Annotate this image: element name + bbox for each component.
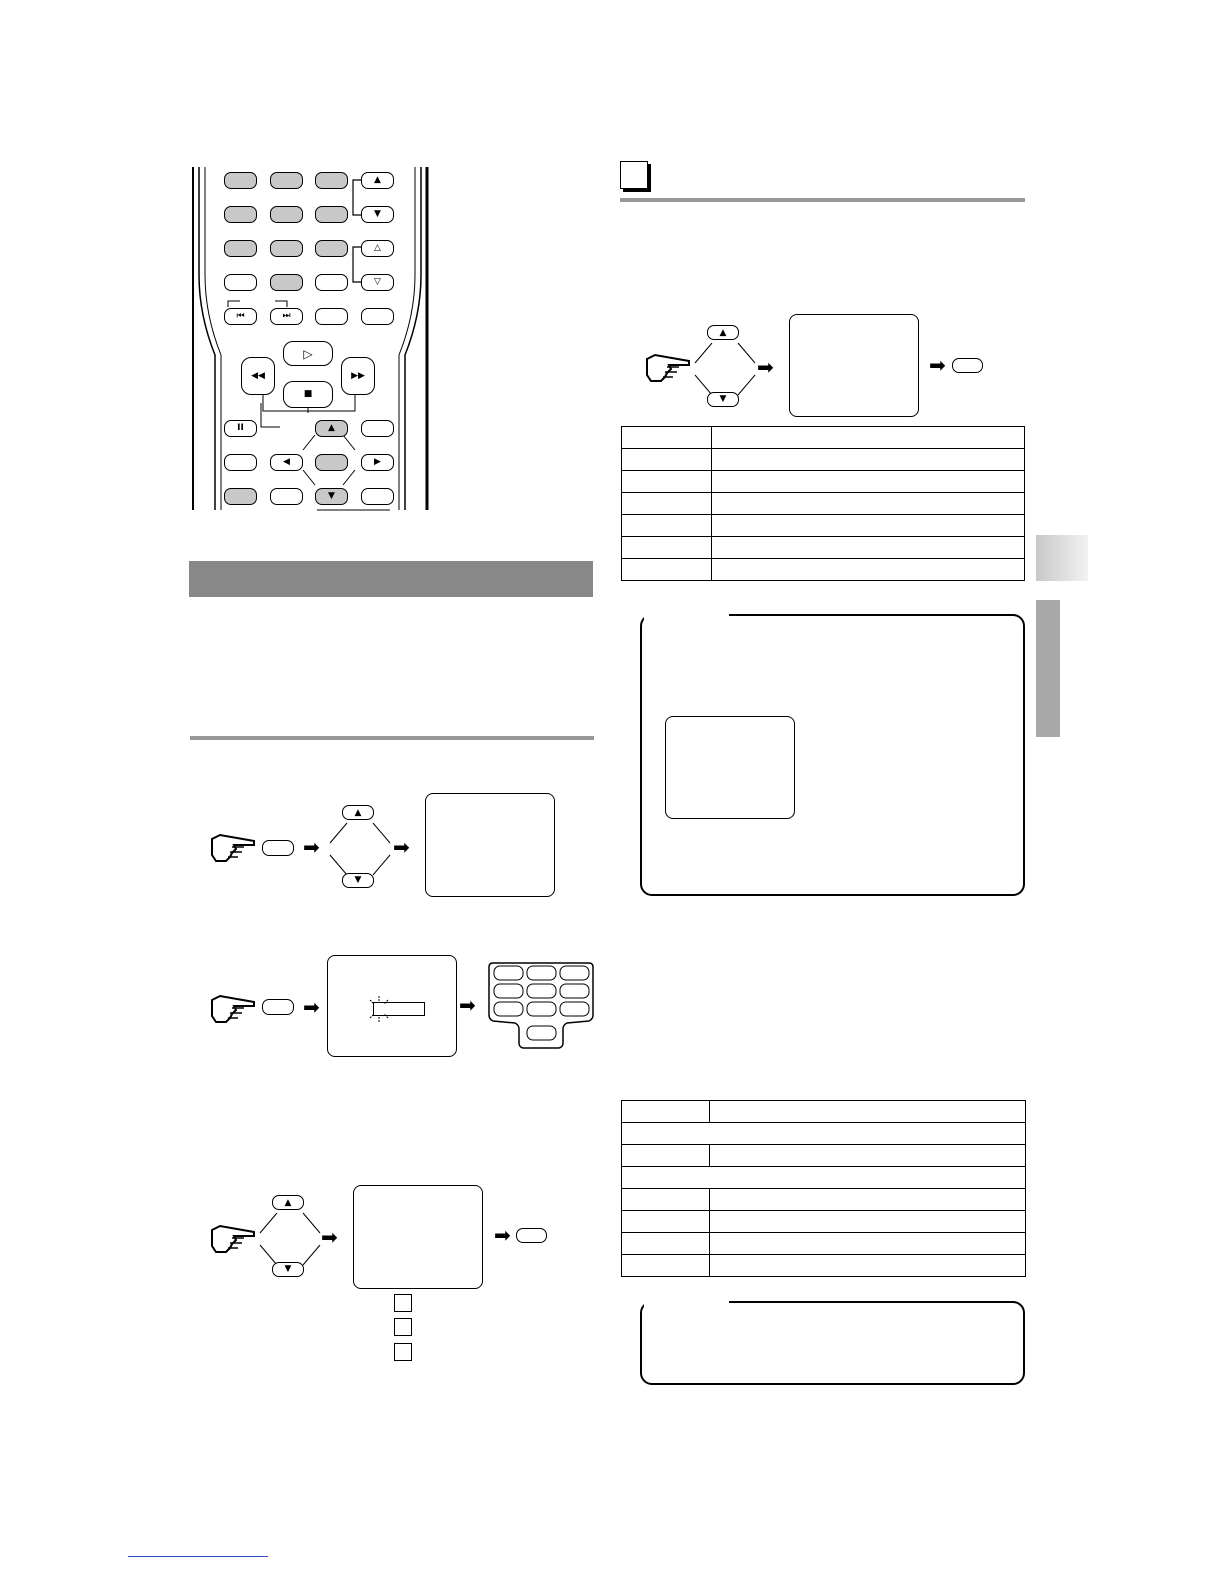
right-arrow-icon: ➡ bbox=[321, 1225, 338, 1249]
table-row bbox=[622, 449, 1025, 471]
fast-forward-button[interactable] bbox=[341, 357, 375, 395]
number-keypad-icon bbox=[487, 961, 595, 1050]
rewind-button[interactable] bbox=[241, 357, 275, 395]
play-icon: ▷ bbox=[303, 347, 313, 361]
remote-button[interactable] bbox=[270, 274, 303, 291]
remote-button[interactable] bbox=[224, 274, 257, 291]
right-arrow-icon: ➡ bbox=[303, 995, 320, 1019]
up-button[interactable] bbox=[315, 420, 348, 437]
volume-down-button[interactable] bbox=[361, 274, 394, 291]
table-row bbox=[622, 1211, 1026, 1233]
table-row bbox=[622, 1123, 1026, 1145]
remote-button[interactable] bbox=[361, 488, 394, 505]
remote-button[interactable] bbox=[315, 206, 348, 223]
remote-button[interactable] bbox=[361, 420, 394, 437]
step-indicator-box bbox=[394, 1294, 412, 1312]
volume-up-button[interactable] bbox=[361, 240, 394, 257]
enter-button[interactable] bbox=[516, 1228, 547, 1243]
remote-button[interactable] bbox=[224, 454, 257, 471]
remote-button[interactable] bbox=[270, 240, 303, 257]
right-arrow-icon: ➡ bbox=[494, 1223, 511, 1247]
remote-control-illustration bbox=[185, 165, 435, 515]
stop-icon: ■ bbox=[303, 389, 313, 399]
down-arrow-icon: ▽ bbox=[374, 277, 381, 287]
side-tab-dark bbox=[1036, 600, 1060, 737]
remote-button[interactable] bbox=[270, 172, 303, 189]
pointing-hand-icon bbox=[210, 833, 256, 863]
fast-forward-icon: ▶▶ bbox=[351, 371, 365, 381]
right-arrow-icon: ▶ bbox=[374, 457, 381, 467]
up-button[interactable] bbox=[707, 325, 739, 340]
up-arrow-icon: △ bbox=[374, 243, 381, 253]
up-button[interactable] bbox=[342, 805, 374, 820]
note-box bbox=[640, 1301, 1025, 1385]
channel-down-button[interactable] bbox=[361, 206, 394, 223]
section-divider bbox=[190, 736, 594, 740]
note-label-tab bbox=[644, 1301, 729, 1307]
down-button[interactable] bbox=[707, 392, 739, 407]
down-arrow-icon: ▼ bbox=[374, 209, 381, 219]
right-arrow-icon: ➡ bbox=[393, 835, 410, 859]
note-box bbox=[640, 614, 1025, 896]
settings-table bbox=[621, 426, 1025, 581]
right-button[interactable] bbox=[361, 454, 394, 471]
remote-button[interactable] bbox=[315, 240, 348, 257]
remote-button[interactable] bbox=[224, 240, 257, 257]
left-arrow-icon: ◀ bbox=[283, 457, 290, 467]
setup-button[interactable] bbox=[262, 999, 294, 1015]
table-row bbox=[622, 427, 1025, 449]
remote-button[interactable] bbox=[315, 172, 348, 189]
up-button[interactable] bbox=[272, 1195, 304, 1210]
table-row bbox=[622, 1167, 1026, 1189]
remote-button[interactable] bbox=[315, 274, 348, 291]
down-arrow-icon: ▼ bbox=[284, 1264, 292, 1274]
note-label-tab bbox=[644, 614, 729, 620]
skip-back-icon: ⏮ bbox=[236, 311, 245, 321]
enter-button[interactable] bbox=[315, 454, 348, 471]
table-row bbox=[622, 493, 1025, 515]
up-arrow-icon: ▲ bbox=[328, 423, 335, 433]
pointing-hand-icon bbox=[645, 353, 691, 383]
right-arrow-icon: ➡ bbox=[459, 993, 476, 1017]
pointing-hand-icon bbox=[210, 994, 256, 1024]
table-row bbox=[622, 1233, 1026, 1255]
right-arrow-icon: ➡ bbox=[303, 835, 320, 859]
remote-button[interactable] bbox=[224, 172, 257, 189]
setup-button[interactable] bbox=[262, 840, 294, 856]
remote-button[interactable] bbox=[224, 488, 257, 505]
down-arrow-icon: ▼ bbox=[719, 394, 727, 404]
remote-button[interactable] bbox=[270, 488, 303, 505]
table-row bbox=[622, 537, 1025, 559]
rewind-icon: ◀◀ bbox=[251, 371, 265, 381]
up-arrow-icon: ▲ bbox=[374, 175, 381, 185]
table-row bbox=[622, 1101, 1026, 1123]
tv-screen bbox=[327, 955, 457, 1057]
enter-button[interactable] bbox=[952, 358, 983, 373]
channel-up-button[interactable] bbox=[361, 172, 394, 189]
pause-icon: II bbox=[237, 423, 244, 433]
tv-screen bbox=[353, 1185, 483, 1289]
pointing-hand-icon bbox=[210, 1224, 256, 1254]
step-indicator-box bbox=[394, 1343, 412, 1361]
down-arrow-icon: ▼ bbox=[328, 491, 335, 501]
heading-square-icon bbox=[620, 161, 648, 189]
table-row bbox=[622, 1255, 1026, 1277]
stop-button[interactable] bbox=[283, 381, 333, 408]
right-arrow-icon: ➡ bbox=[929, 353, 946, 377]
up-arrow-icon: ▲ bbox=[719, 328, 727, 338]
section-heading-bar bbox=[189, 561, 593, 597]
step-indicator-box bbox=[394, 1318, 412, 1336]
heading-rule bbox=[620, 198, 1025, 202]
tv-screen bbox=[425, 793, 555, 897]
table-row bbox=[622, 1145, 1026, 1167]
down-button[interactable] bbox=[315, 488, 348, 505]
table-row bbox=[622, 559, 1025, 581]
pause-button[interactable] bbox=[224, 420, 257, 437]
table-row bbox=[622, 515, 1025, 537]
footer-link-underline bbox=[128, 1556, 268, 1557]
up-arrow-icon: ▲ bbox=[354, 808, 362, 818]
remote-button[interactable] bbox=[315, 308, 348, 325]
left-button[interactable] bbox=[270, 454, 303, 471]
skip-forward-icon: ⏭ bbox=[282, 311, 291, 321]
down-arrow-icon: ▼ bbox=[354, 875, 362, 885]
skip-forward-button[interactable] bbox=[270, 308, 303, 325]
table-row bbox=[622, 471, 1025, 493]
down-button[interactable] bbox=[272, 1262, 304, 1277]
play-button[interactable] bbox=[283, 341, 333, 366]
tv-screen bbox=[665, 716, 795, 819]
side-tab-light bbox=[1036, 535, 1088, 581]
up-arrow-icon: ▲ bbox=[284, 1198, 292, 1208]
language-table bbox=[621, 1100, 1026, 1277]
table-row bbox=[622, 1189, 1026, 1211]
remote-button[interactable] bbox=[270, 206, 303, 223]
cursor-blink-icon bbox=[368, 996, 390, 1022]
remote-button[interactable] bbox=[361, 308, 394, 325]
skip-back-button[interactable] bbox=[224, 308, 257, 325]
tv-screen bbox=[789, 314, 919, 417]
remote-button[interactable] bbox=[224, 206, 257, 223]
right-arrow-icon: ➡ bbox=[757, 355, 774, 379]
down-button[interactable] bbox=[342, 873, 374, 888]
